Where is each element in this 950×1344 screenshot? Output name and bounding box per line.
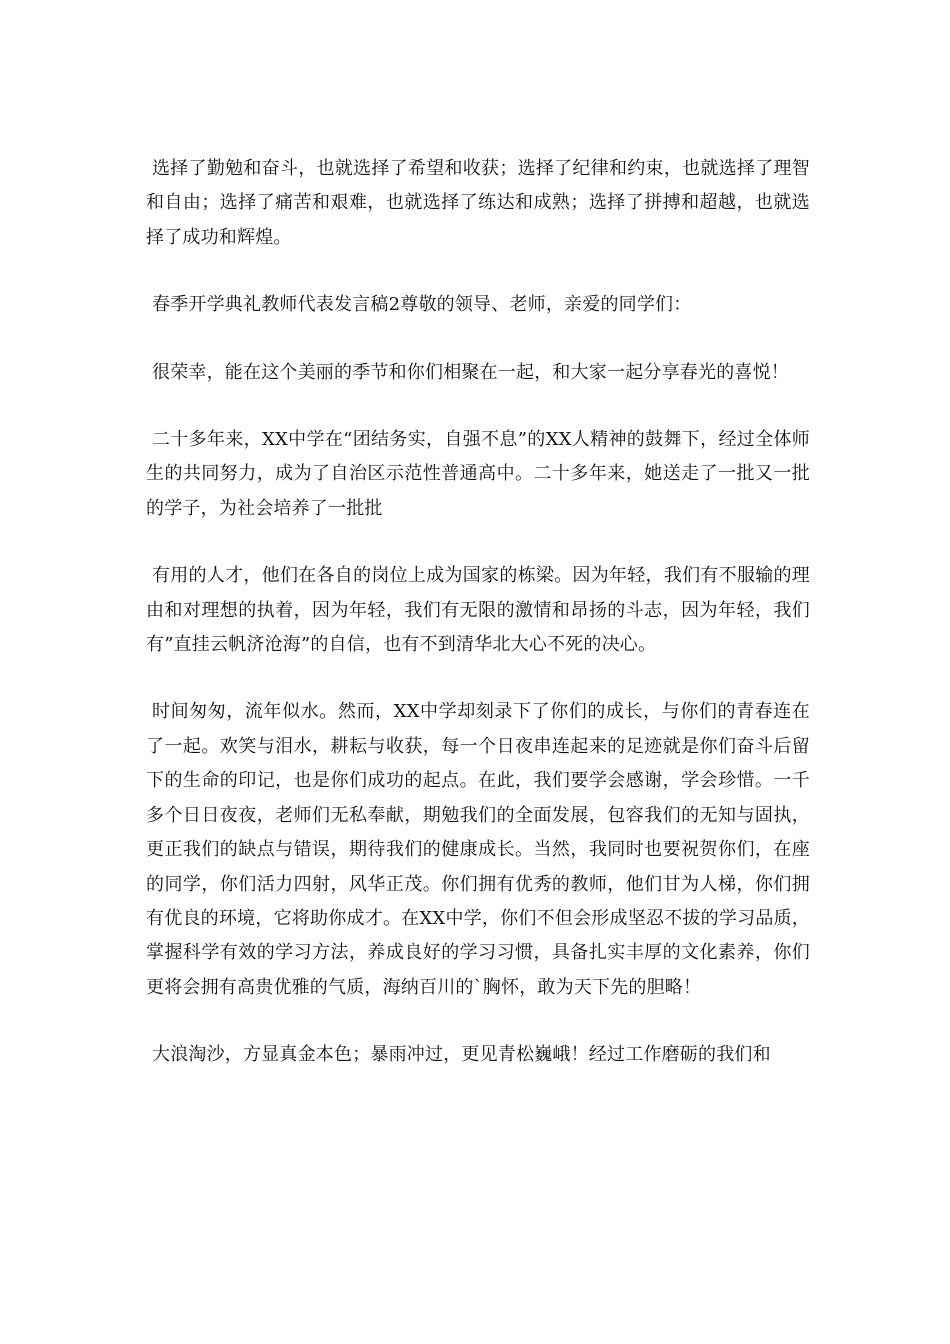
- paragraph-choices: 选择了勤勉和奋斗，也就选择了希望和收获；选择了纪律和约束，也就选择了理智和自由；选择了痛苦和艰难，也就选择了练达和成熟；选择了拼搏和超越，也就选择了成功和辉煌。: [146, 158, 810, 248]
- paragraph-closing: 大浪淘沙，方显真金本色；暴雨冲过，更见青松巍峨！经过工作磨砺的我们和: [152, 1044, 771, 1066]
- paragraph-school-history: 二十多年来，XX中学在“团结务实，自强不息”的XX人精神的鼓舞下，经过全体师生的共同努力，成为了自治区示范性普通高中。二十多年来，她送走了一批又一批的学子，为社会培养了一批批: [146, 429, 810, 519]
- paragraph-greeting: 很荣幸，能在这个美丽的季节和你们相聚在一起，和大家一起分享春光的喜悦！: [152, 361, 789, 383]
- paragraph-time: 时间匆匆，流年似水。然而，XX中学却刻录下了你们的成长，与你们的青春连在了一起。欢笑与泪水，耕耘与收获，每一个日夜串连起来的足迹就是你们奋斗后留下的生命的印记，也是你们成功的起点。在此，我们要学会感谢，学会珍惜。一千多个日日夜夜，老师们无私奉献，期勉我们的全面发展，包容我们的无知与固执，更正我们的缺点与错误，期待我们的健康成长。当然，我同时也要祝贺你们，在座的同学，你们活力四射，风华正茂。你们拥有优秀的教师，他们甘为人梯，你们拥有优良的环境，它将助你成才。在XX中学，你们不但会形成坚忍不拔的学习品质，掌握科学有效的学习方法，养成良好的学习习惯，具备扎实丰厚的文化素养，你们更将会拥有高贵优雅的气质，海纳百川的`胸怀，敢为天下先的胆略！: [146, 701, 810, 998]
- paragraph-speech-title: 春季开学典礼教师代表发言稿2尊敬的领导、老师，亲爱的同学们：: [152, 294, 692, 316]
- paragraph-youth: 有用的人才，他们在各自的岗位上成为国家的栋梁。因为年轻，我们有不服输的理由和对理想的执着，因为年轻，我们有无限的激情和昂扬的斗志，因为年轻，我们有”直挂云帆济沧海”的自信，也有不到清华北大心不死的决心。: [146, 565, 810, 656]
- document-body: [146, 152, 810, 1106]
